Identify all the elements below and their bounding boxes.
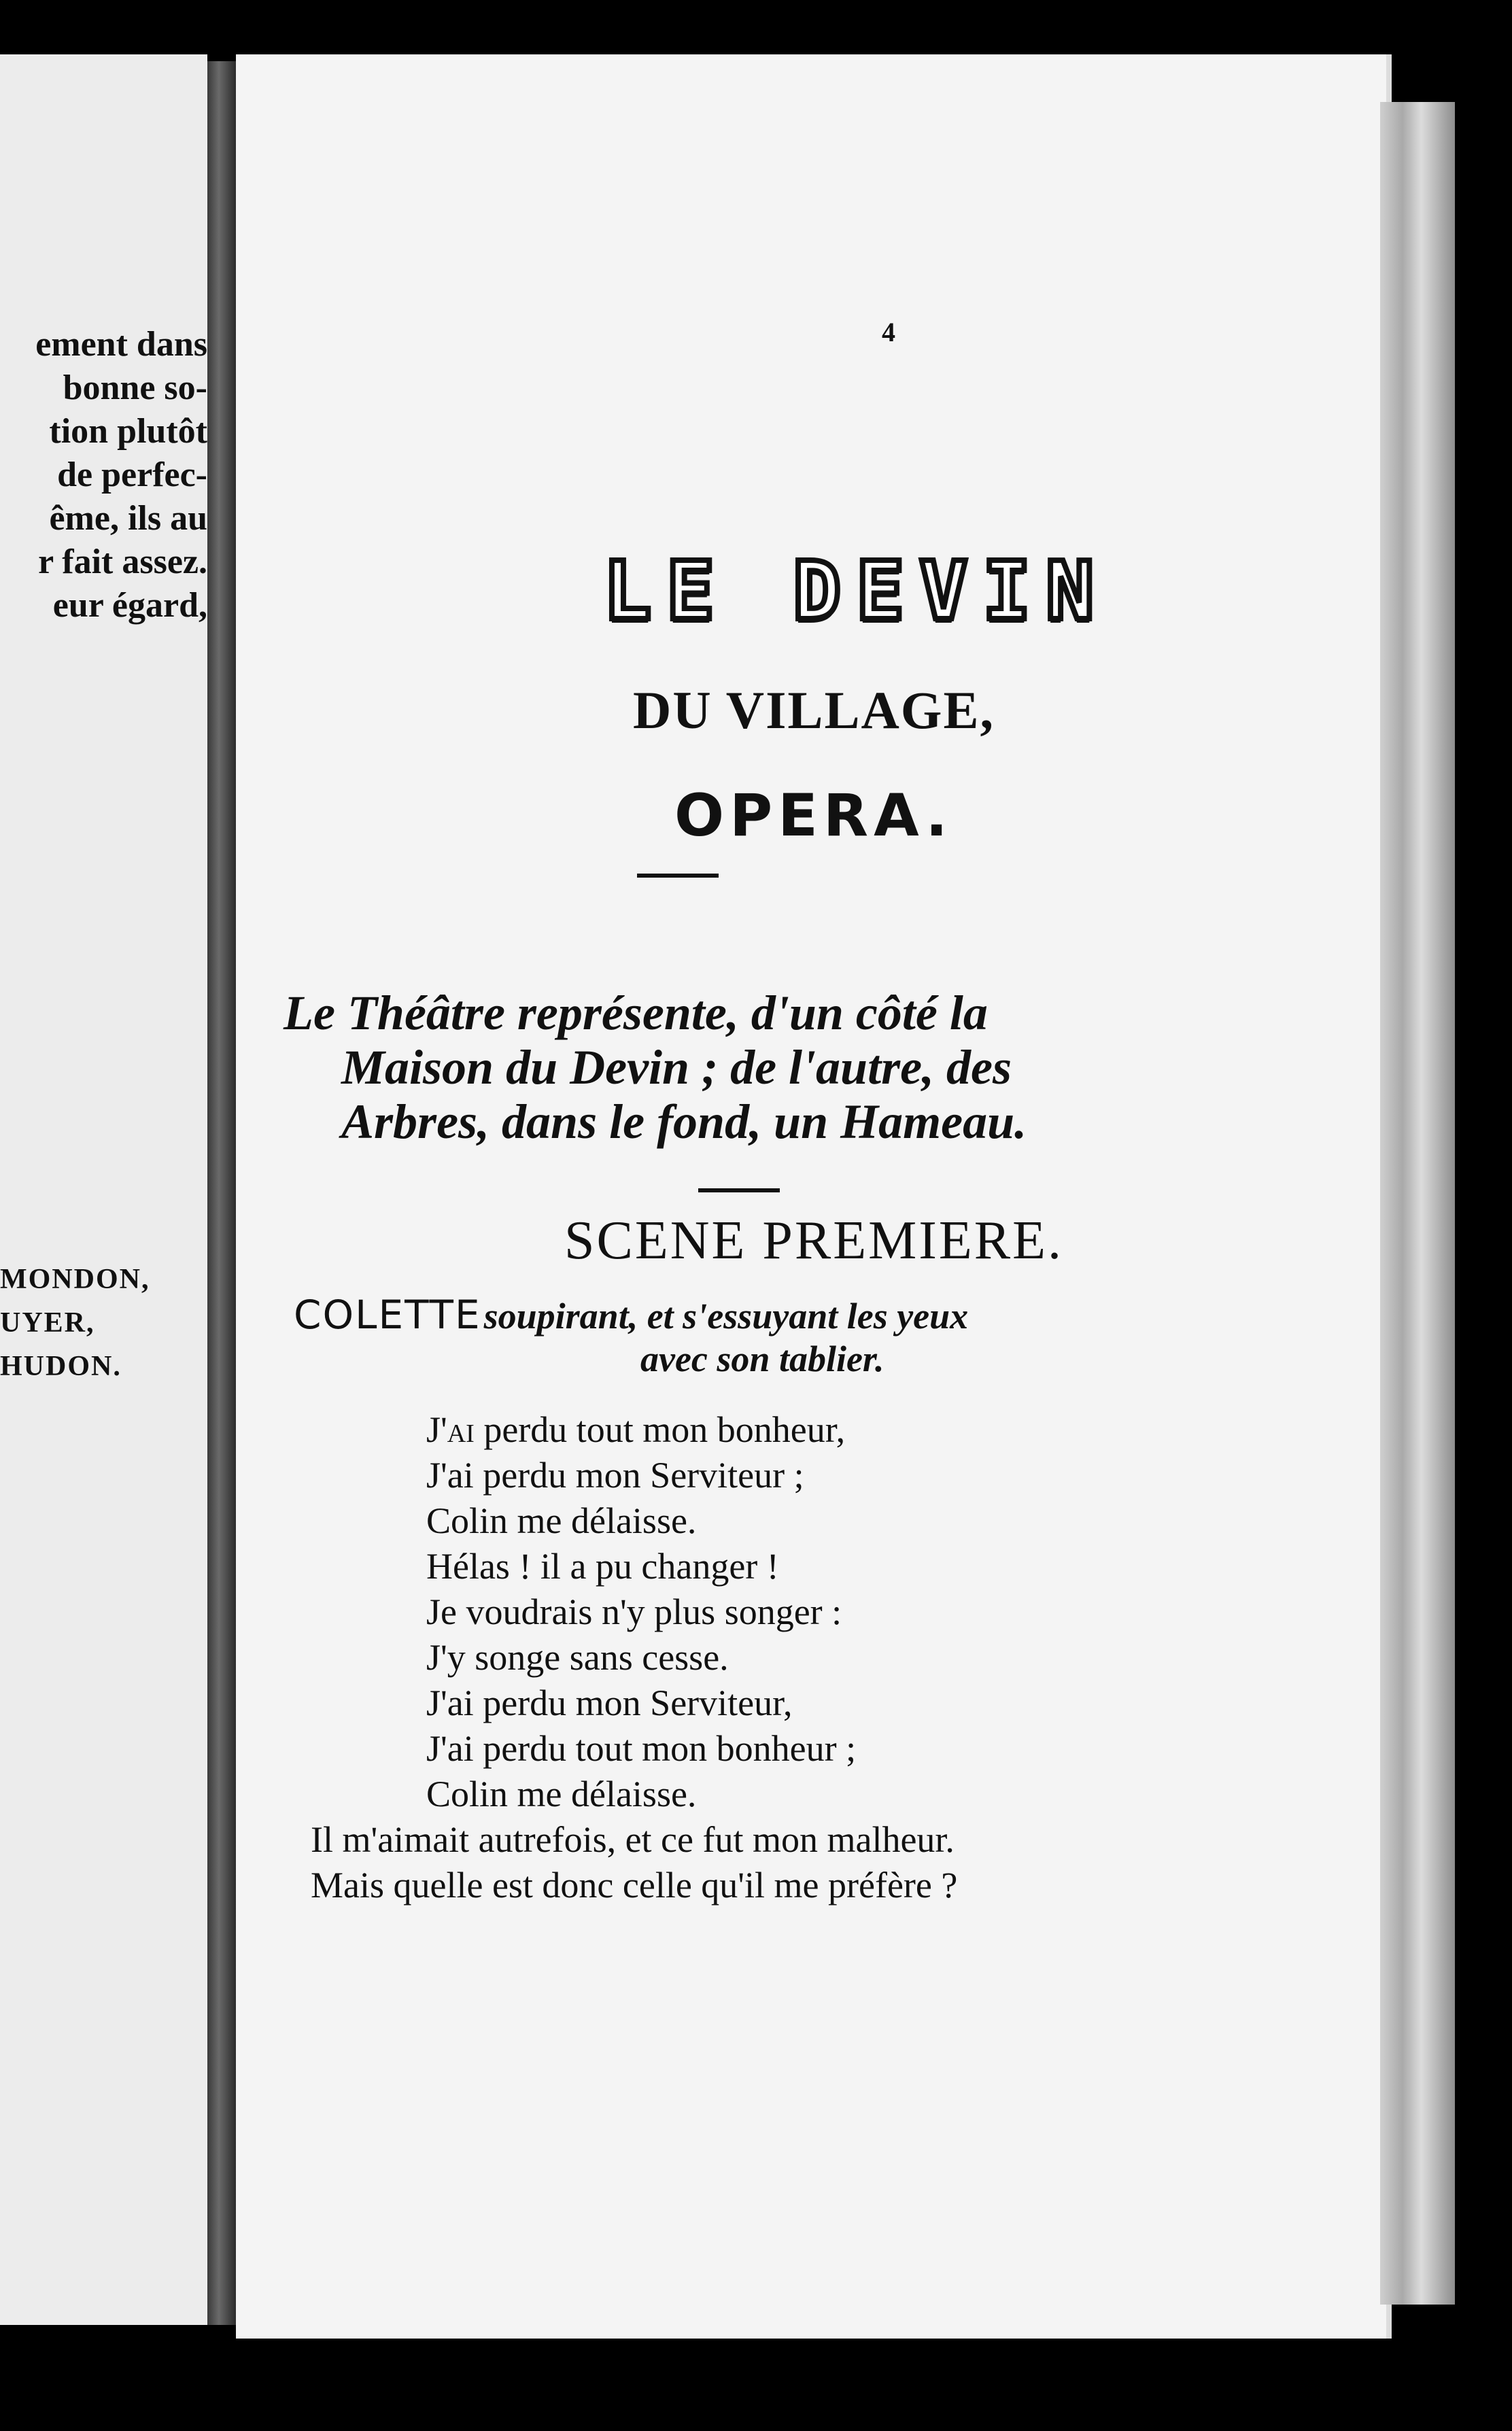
book-gutter <box>207 61 236 2325</box>
left-line: bonne so- <box>63 368 207 407</box>
verse-block <box>311 1407 1310 1908</box>
verse-line: J'y songe sans cesse. <box>426 1637 729 1678</box>
left-page-names <box>0 1258 204 1388</box>
page-content <box>236 54 1392 2339</box>
verse-line: Je voudrais n'y plus songer : <box>426 1591 842 1632</box>
verse-line: Il m'aimait autrefois, et ce fut mon malheur. <box>311 1819 955 1860</box>
divider-rule <box>698 1188 780 1192</box>
character-heading <box>294 1292 1327 1379</box>
verse-first-rest: perdu tout mon bonheur, <box>474 1409 846 1450</box>
left-page-fragment <box>0 54 207 2325</box>
left-line: eur égard, <box>52 586 207 625</box>
left-name: UYER, <box>0 1307 95 1339</box>
verse-initial-word: J'ai <box>426 1409 475 1450</box>
left-name: HUDON. <box>0 1351 122 1382</box>
verse-line: Colin me délaisse. <box>426 1774 697 1814</box>
character-name: COLETTE <box>294 1292 481 1338</box>
verse-line: Hélas ! il a pu changer ! <box>426 1546 779 1587</box>
left-line: de perfec- <box>57 455 207 494</box>
left-page-text <box>3 323 207 627</box>
setting-line: Le Théâtre représente, d'un côté la <box>284 986 988 1040</box>
stage-setting <box>284 986 1290 1149</box>
work-subtitle: DU VILLAGE, <box>632 680 995 740</box>
verse-line <box>426 1407 1310 1453</box>
setting-line: Maison du Devin ; de l'autre, des <box>341 1040 1012 1094</box>
verse-line: Colin me délaisse. <box>426 1500 697 1541</box>
left-name: MONDON, <box>0 1264 150 1295</box>
verse-line: Mais quelle est donc celle qu'il me préfère ? <box>311 1865 958 1906</box>
stage-direction: soupirant, et s'essuyant les yeux <box>483 1296 969 1337</box>
verse-line: J'ai perdu tout mon bonheur ; <box>426 1728 857 1769</box>
left-line: ement dans <box>35 325 207 364</box>
page-number: 4 <box>882 317 895 347</box>
stage-direction-cont: avec son tablier. <box>640 1339 884 1379</box>
scene-title: SCENE PREMIERE. <box>564 1211 1063 1271</box>
divider-rule <box>637 874 719 878</box>
left-line: tion plutôt <box>49 412 207 451</box>
left-line: r fait assez. <box>38 542 207 581</box>
setting-line: Arbres, dans le fond, un Hameau. <box>341 1094 1027 1149</box>
work-title: LE DEVIN <box>603 544 1110 638</box>
verse-line: J'ai perdu mon Serviteur ; <box>426 1455 804 1496</box>
verse-line: J'ai perdu mon Serviteur, <box>426 1683 793 1723</box>
work-genre: OPERA. <box>674 782 953 850</box>
left-line: ême, ils au <box>49 499 207 538</box>
